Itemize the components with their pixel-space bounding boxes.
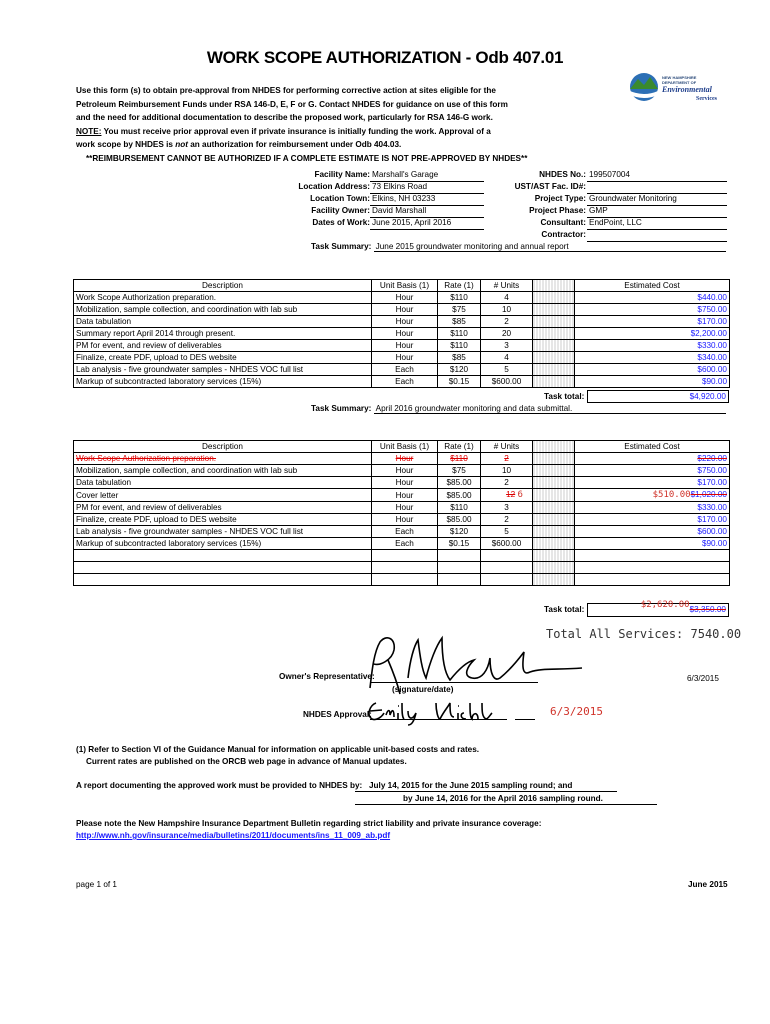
- row-units[interactable]: 4: [481, 292, 533, 304]
- logo-line4: Services: [696, 96, 717, 102]
- row-units[interactable]: 3: [481, 502, 533, 514]
- row-description[interactable]: Markup of subcontracted laboratory services (15%): [74, 376, 372, 388]
- row-blank: [533, 477, 575, 489]
- dates-of-work-field[interactable]: June 2015, April 2016: [370, 217, 484, 230]
- row-unit-basis[interactable]: Hour: [372, 352, 438, 364]
- row-cost: $440.00: [575, 292, 730, 304]
- row-blank: [533, 364, 575, 376]
- task1-header-units: # Units: [481, 280, 533, 292]
- nhdes-logo: [626, 71, 730, 103]
- row-unit-basis[interactable]: Hour: [372, 316, 438, 328]
- row-units[interactable]: 20: [481, 328, 533, 340]
- page-number: page 1 of 1: [76, 880, 117, 889]
- row-unit-basis[interactable]: Hour: [372, 328, 438, 340]
- task1-header-blank: [533, 280, 575, 292]
- owner-signature: [350, 630, 590, 700]
- row-description[interactable]: Mobilization, sample collection, and coordination with lab sub: [74, 465, 372, 477]
- row-blank: [533, 316, 575, 328]
- row-cost: $330.00: [575, 340, 730, 352]
- row-description[interactable]: Data tabulation: [74, 316, 372, 328]
- row-cost: $90.00: [575, 376, 730, 388]
- row-rate[interactable]: $120: [438, 364, 481, 376]
- row-rate[interactable]: [438, 574, 481, 586]
- table-row-empty: [74, 562, 730, 574]
- row-description[interactable]: [74, 550, 372, 562]
- report-due-line-2[interactable]: by June 14, 2016 for the April 2016 sampling round.: [355, 793, 657, 805]
- project-phase-label: Project Phase:: [529, 206, 586, 215]
- task1-header-rate: Rate (1): [438, 280, 481, 292]
- intro-text: [76, 84, 516, 152]
- row-blank: [533, 574, 575, 586]
- signature-caption: (signature/date): [392, 685, 454, 694]
- footer-date: June 2015: [688, 880, 728, 889]
- task2-table: [73, 440, 730, 586]
- logo-line3: Environmental: [662, 85, 712, 94]
- row-unit-basis[interactable]: Hour: [372, 489, 438, 502]
- struck-units: 2: [504, 454, 509, 463]
- row-unit-basis[interactable]: [372, 550, 438, 562]
- table-row: [74, 304, 730, 316]
- row-description[interactable]: [74, 574, 372, 586]
- facility-name-label: Facility Name:: [314, 170, 370, 179]
- row-description[interactable]: [74, 562, 372, 574]
- row-blank: [533, 562, 575, 574]
- row-description[interactable]: Work Scope Authorization preparation.: [74, 292, 372, 304]
- task1-header-unit-basis: Unit Basis (1): [372, 280, 438, 292]
- project-type-label: Project Type:: [534, 194, 586, 203]
- table-row: [74, 502, 730, 514]
- intro-line5-pre: work scope by NHDES is: [76, 140, 176, 149]
- row-description[interactable]: PM for event, and review of deliverables: [74, 502, 372, 514]
- table-row: [74, 364, 730, 376]
- project-type-field[interactable]: Groundwater Monitoring: [587, 193, 727, 206]
- row-units[interactable]: 2: [481, 477, 533, 489]
- row-units[interactable]: 2: [481, 514, 533, 526]
- row-rate[interactable]: $120: [438, 526, 481, 538]
- row-cost: $340.00: [575, 352, 730, 364]
- row-unit-basis[interactable]: Hour: [372, 465, 438, 477]
- row-blank: [533, 304, 575, 316]
- row-rate[interactable]: $85.00: [438, 489, 481, 502]
- row-blank: [533, 453, 575, 465]
- table-row: [74, 489, 730, 502]
- row-rate[interactable]: $85.00: [438, 514, 481, 526]
- insurance-note: Please note the New Hampshire Insurance Department Bulletin regarding strict liability and private insurance coverage:: [76, 819, 542, 828]
- row-units[interactable]: 10: [481, 304, 533, 316]
- corrected-units: 6: [517, 490, 523, 500]
- location-address-label: Location Address:: [298, 182, 370, 191]
- ust-ast-id-label: UST/AST Fac. ID#:: [514, 182, 586, 191]
- corrected-cost: $510.00: [652, 490, 691, 500]
- row-units[interactable]: [481, 453, 533, 465]
- task1-total-label: Task total:: [544, 392, 585, 401]
- row-blank: [533, 526, 575, 538]
- row-blank: [533, 514, 575, 526]
- task2-summary-field[interactable]: April 2016 groundwater monitoring and data submittal.: [374, 404, 726, 414]
- struck-description: Work Scope Authorization preparation.: [76, 454, 217, 463]
- task2-summary-label: Task Summary:: [311, 404, 372, 413]
- contractor-label: Contractor:: [541, 230, 586, 239]
- row-description[interactable]: Finalize, create PDF, upload to DES website: [74, 514, 372, 526]
- intro-line5-not: not: [175, 140, 188, 149]
- nhdes-signature: [360, 693, 510, 727]
- row-unit-basis[interactable]: Hour: [372, 502, 438, 514]
- row-rate[interactable]: [438, 562, 481, 574]
- task1-table: [73, 279, 730, 388]
- task2-original-total: $3,350.00: [689, 605, 726, 614]
- insurance-bulletin-link[interactable]: http://www.nh.gov/insurance/media/bulletins/2011/documents/ins_11_009_ab.pdf: [76, 831, 391, 840]
- task2-header-blank: [533, 441, 575, 453]
- dates-of-work-label: Dates of Work:: [312, 218, 370, 227]
- row-description[interactable]: Lab analysis - five groundwater samples - NHDES VOC full list: [74, 526, 372, 538]
- intro-line2: Petroleum Reimbursement Funds under RSA 146-D, E, F or G. Contact NHDES for guidance on use of this form: [76, 99, 508, 109]
- row-unit-basis[interactable]: Each: [372, 538, 438, 550]
- row-cost: [575, 550, 730, 562]
- row-rate[interactable]: $110: [438, 328, 481, 340]
- task1-header-estimated-cost: Estimated Cost: [575, 280, 730, 292]
- table-row: [74, 526, 730, 538]
- intro-note-label: NOTE:: [76, 126, 102, 136]
- nhdes-approval-date: 6/3/2015: [550, 705, 603, 718]
- row-units[interactable]: [481, 550, 533, 562]
- facility-owner-field[interactable]: David Marshall: [370, 205, 484, 218]
- owner-rep-label: Owner's Representative:: [279, 672, 375, 681]
- report-due-line-1[interactable]: July 14, 2015 for the June 2015 sampling round; and: [355, 780, 617, 792]
- row-cost: $330.00: [575, 502, 730, 514]
- table-row: [74, 465, 730, 477]
- row-rate[interactable]: $85: [438, 316, 481, 328]
- contractor-field[interactable]: [587, 229, 727, 242]
- logo-line2: DEPARTMENT OF: [662, 80, 697, 85]
- row-description[interactable]: Markup of subcontracted laboratory services (15%): [74, 538, 372, 550]
- footnote-2: Current rates are published on the ORCB web page in advance of Manual updates.: [86, 757, 407, 766]
- intro-line5-post: an authorization for reimbursement under Odb 404.03.: [187, 140, 402, 149]
- table-row: [74, 352, 730, 364]
- table-row: [74, 340, 730, 352]
- row-rate[interactable]: $0.15: [438, 538, 481, 550]
- struck-cost: $220.00: [697, 454, 727, 463]
- row-units[interactable]: 4: [481, 352, 533, 364]
- row-description[interactable]: [74, 453, 372, 465]
- row-unit-basis[interactable]: Each: [372, 364, 438, 376]
- row-cost: $750.00: [575, 304, 730, 316]
- table-row: [74, 514, 730, 526]
- facility-owner-label: Facility Owner:: [311, 206, 370, 215]
- task2-header-rate: Rate (1): [438, 441, 481, 453]
- nhdes-approval-label: NHDES Approval:: [303, 710, 372, 719]
- report-due-label: A report documenting the approved work must be provided to NHDES by:: [76, 781, 363, 790]
- row-unit-basis[interactable]: [372, 562, 438, 574]
- row-rate[interactable]: $110: [438, 502, 481, 514]
- location-town-field[interactable]: Elkins, NH 03233: [370, 193, 484, 206]
- table-row-empty: [74, 550, 730, 562]
- task1-summary: [311, 242, 726, 252]
- task2-header-description: Description: [74, 441, 372, 453]
- row-blank: [533, 292, 575, 304]
- task2-summary: [311, 404, 726, 414]
- intro-note-text: You must receive prior approval even if private insurance is initially funding the work. Approval of a: [101, 126, 491, 136]
- row-rate[interactable]: $0.15: [438, 376, 481, 388]
- consultant-label: Consultant:: [540, 218, 586, 227]
- row-unit-basis[interactable]: Hour: [372, 514, 438, 526]
- row-units[interactable]: $600.00: [481, 376, 533, 388]
- row-blank: [533, 538, 575, 550]
- row-cost: $600.00: [575, 526, 730, 538]
- row-rate[interactable]: [438, 453, 481, 465]
- row-rate[interactable]: $75: [438, 465, 481, 477]
- page-title: WORK SCOPE AUTHORIZATION - Odb 407.01: [206, 48, 564, 67]
- row-unit-basis[interactable]: Hour: [372, 340, 438, 352]
- row-blank: [533, 376, 575, 388]
- row-cost: $750.00: [575, 465, 730, 477]
- row-unit-basis[interactable]: Hour: [372, 477, 438, 489]
- row-cost: [575, 453, 730, 465]
- struck-units: 12: [506, 490, 516, 499]
- row-rate[interactable]: $85: [438, 352, 481, 364]
- table-row: [74, 316, 730, 328]
- row-blank: [533, 502, 575, 514]
- intro-line1: Use this form (s) to obtain pre-approval from NHDES for performing corrective action at sites eligible for the: [76, 86, 496, 95]
- task1-header-description: Description: [74, 280, 372, 292]
- task1-summary-field[interactable]: June 2015 groundwater monitoring and annual report: [374, 242, 726, 252]
- location-town-label: Location Town:: [310, 194, 370, 203]
- struck-rate: $110: [450, 454, 468, 463]
- row-cost: [575, 574, 730, 586]
- table-row-struck: [74, 453, 730, 465]
- row-blank: [533, 352, 575, 364]
- row-cost: $2,200.00: [575, 328, 730, 340]
- row-cost: $170.00: [575, 514, 730, 526]
- table-row: [74, 477, 730, 489]
- table-row: [74, 538, 730, 550]
- row-units[interactable]: 10: [481, 465, 533, 477]
- row-blank: [533, 465, 575, 477]
- row-blank: [533, 340, 575, 352]
- task2-header-unit-basis: Unit Basis (1): [372, 441, 438, 453]
- table-row-empty: [74, 574, 730, 586]
- reimbursement-warning: **REIMBURSEMENT CANNOT BE AUTHORIZED IF A COMPLETE ESTIMATE IS NOT PRE-APPROVED BY NHDES**: [86, 154, 528, 163]
- row-cost: $90.00: [575, 538, 730, 550]
- nhdes-no-field[interactable]: 199507004: [587, 169, 727, 182]
- task2-corrected-total: $2,620.00: [640, 600, 690, 610]
- table-row: [74, 328, 730, 340]
- row-units[interactable]: $600.00: [481, 538, 533, 550]
- intro-line3: and the need for additional documentation to describe the proposed work, particularly for RSA 146-G work.: [76, 113, 493, 122]
- project-phase-field[interactable]: GMP: [587, 205, 727, 218]
- row-blank: [533, 550, 575, 562]
- task2-header-row: [74, 441, 730, 453]
- task2-total-label: Task total:: [544, 605, 585, 614]
- row-unit-basis[interactable]: Each: [372, 526, 438, 538]
- row-cost: $170.00: [575, 316, 730, 328]
- row-units[interactable]: 3: [481, 340, 533, 352]
- task2-header-units: # Units: [481, 441, 533, 453]
- row-cost: [575, 489, 730, 502]
- row-rate[interactable]: $110: [438, 292, 481, 304]
- task2-total-box: [587, 600, 729, 617]
- row-unit-basis[interactable]: [372, 574, 438, 586]
- row-units[interactable]: [481, 562, 533, 574]
- row-units[interactable]: 2: [481, 316, 533, 328]
- intro-line4: [76, 125, 516, 139]
- row-cost: $600.00: [575, 364, 730, 376]
- struck-cost: $1,020.00: [690, 490, 727, 499]
- row-cost: $170.00: [575, 477, 730, 489]
- row-description[interactable]: Mobilization, sample collection, and coordination with lab sub: [74, 304, 372, 316]
- nhdes-no-label: NHDES No.:: [539, 170, 586, 179]
- nhdes-approval-tail-line: [515, 719, 535, 720]
- row-unit-basis[interactable]: Hour: [372, 304, 438, 316]
- total-all-services: Total All Services: 7540.00: [546, 627, 742, 641]
- row-units[interactable]: 5: [481, 526, 533, 538]
- task1-total-value: $4,920.00: [587, 390, 729, 403]
- row-description[interactable]: Cover letter: [74, 489, 372, 502]
- row-rate[interactable]: $110: [438, 340, 481, 352]
- row-units[interactable]: [481, 574, 533, 586]
- task1-header-row: [74, 280, 730, 292]
- row-blank: [533, 489, 575, 502]
- consultant-field[interactable]: EndPoint, LLC: [587, 217, 727, 230]
- row-cost: [575, 562, 730, 574]
- table-row: [74, 376, 730, 388]
- row-description[interactable]: Data tabulation: [74, 477, 372, 489]
- logo-line1: NEW HAMPSHIRE: [662, 75, 697, 80]
- row-rate[interactable]: [438, 550, 481, 562]
- task1-summary-label: Task Summary:: [311, 242, 372, 251]
- table-row: [74, 292, 730, 304]
- intro-line5: [76, 138, 516, 152]
- struck-unit-basis: Hour: [395, 454, 414, 463]
- task2-header-estimated-cost: Estimated Cost: [575, 441, 730, 453]
- row-unit-basis[interactable]: Each: [372, 376, 438, 388]
- row-unit-basis[interactable]: [372, 453, 438, 465]
- row-unit-basis[interactable]: Hour: [372, 292, 438, 304]
- row-description[interactable]: PM for event, and review of deliverables: [74, 340, 372, 352]
- row-description[interactable]: Lab analysis - five groundwater samples - NHDES VOC full list: [74, 364, 372, 376]
- location-address-field[interactable]: 73 Elkins Road: [370, 181, 484, 194]
- facility-name-field[interactable]: Marshall's Garage: [370, 169, 484, 182]
- row-rate[interactable]: $75: [438, 304, 481, 316]
- footnote-1: (1) Refer to Section VI of the Guidance Manual for information on applicable unit-based costs and rates.: [76, 745, 480, 754]
- row-units[interactable]: [481, 489, 533, 502]
- row-description[interactable]: Finalize, create PDF, upload to DES website: [74, 352, 372, 364]
- row-rate[interactable]: $85.00: [438, 477, 481, 489]
- row-units[interactable]: 5: [481, 364, 533, 376]
- row-blank: [533, 328, 575, 340]
- row-description[interactable]: Summary report April 2014 through present.: [74, 328, 372, 340]
- owner-date: 6/3/2015: [687, 674, 719, 683]
